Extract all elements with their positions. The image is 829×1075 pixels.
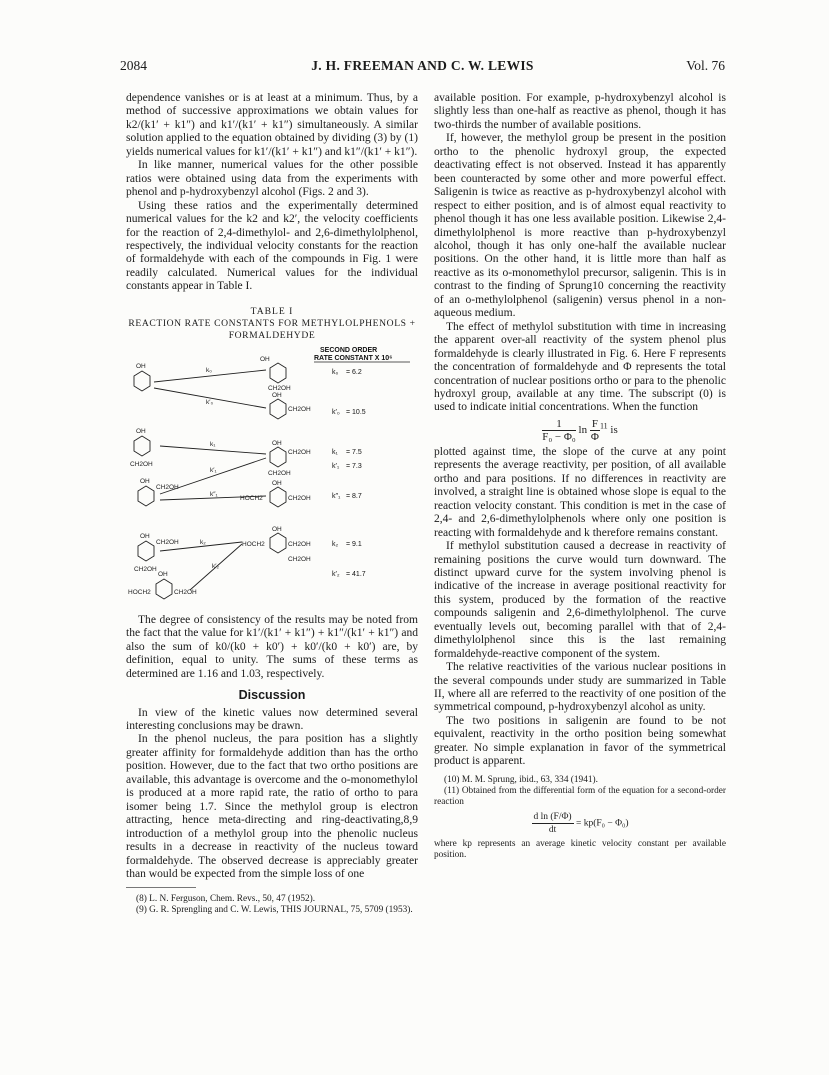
rate-value: = 10.5: [346, 408, 366, 416]
substituent-label: CH2OH: [130, 460, 153, 468]
benzene-ring: [138, 541, 154, 561]
rate-label: k₁: [332, 448, 338, 456]
table-caption: TABLE I: [250, 305, 294, 317]
paragraph: dependence vanishes or is at least at a minimum. Thus, by a method of successive approximations we obtain values for k2/(k1′ + k1″) and k1′/(k1′ + k1″) simultaneously. A similar solution applied to the equation obtained by dividing (3) by (1) yields numerical values for k1′/(k1′ + k1″) and k1″/(k1′ + k1″).: [126, 92, 418, 158]
rate-label: k′₀: [332, 408, 340, 416]
benzene-ring: [270, 533, 286, 553]
rate-value: = 7.5: [346, 448, 362, 456]
benzene-ring: [138, 486, 154, 506]
paragraph: In view of the kinetic values now determined several interesting conclusions may be drawn.: [126, 706, 418, 732]
paragraph: The effect of methylol substitution with time in increasing the apparent over-all reactivity of the system phenol plus formaldehyde is clearly illustrated in Fig. 6. Here F represents the concentration of formaldehyde and Φ represents the total concentration of nuclear positions ortho or para to the phenolic hydroxyl group, available at any time. The subscript (0) is used to indicate initial concentrations. When the function: [434, 320, 726, 414]
benzene-ring: [134, 436, 150, 456]
substituent-label: CH2OH: [174, 588, 197, 596]
arrow-label: k′₁: [210, 466, 217, 474]
rate-label: k₀: [332, 368, 339, 376]
substituent-label: OH: [272, 439, 282, 447]
substituent-label: CH2OH: [288, 540, 311, 548]
equation-tail: is: [610, 423, 618, 436]
rate-value: = 41.7: [346, 570, 366, 578]
paragraph: In like manner, numerical values for the other possible ratios were obtained using data from the experiments with phenol and p-hydroxybenzyl alcohol (Figs. 2 and 3).: [126, 159, 418, 199]
footnote: (10) M. M. Sprung, ibid., 63, 334 (1941).: [444, 774, 598, 785]
rate-label: k′₂: [332, 570, 340, 578]
paragraph: The relative reactivities of the various nuclear positions in the several compounds under study are summarized in Table II, where all are referred to the reactivity of one position of the symmetrical compound, p-hydroxybenzyl alcohol as unity.: [434, 661, 726, 714]
footnote: (9) G. R. Sprengling and C. W. Lewis, THIS JOURNAL, 75, 5709 (1953).: [136, 905, 413, 916]
benzene-ring: [270, 399, 286, 419]
arrow-label: k″₁: [210, 490, 218, 498]
substituent-label: HOCH2: [128, 588, 151, 596]
rate-value: = 8.7: [346, 492, 362, 500]
page-number: 2084: [120, 58, 147, 73]
substituent-label: CH2OH: [288, 494, 311, 502]
substituent-label: CH2OH: [288, 448, 311, 456]
substituent-label: CH2OH: [268, 384, 291, 392]
footnote-equation: $\frac{\text{d ln (F/Φ)}}{dt}$ = kp(F₀ − Φ₀): [533, 811, 629, 835]
substituent-label: OH: [136, 362, 146, 370]
paragraph: If methylol substitution caused a decrease in reactivity of remaining positions the curve would turn downward. The distinct upward curve for the system involving phenol is indicative of the increase in average positional reactivity for this system, produced by the formation of the reactive compounds saligenin and 2,6-dimethylolphenol. The curve eventually levels out, becoming parallel with that of 2,4-dimethylolphenol since this is the last remaining formaldehyde-reactive component of the system.: [434, 540, 726, 660]
running-header: [120, 58, 725, 78]
volume-label: Vol. 76: [686, 58, 725, 73]
section-heading: Discussion: [238, 688, 306, 703]
footnote-continuation: where kp represents an average kinetic velocity constant per available position.: [434, 838, 726, 860]
rate-value: = 9.1: [346, 540, 362, 548]
column-header: SECOND ORDER: [320, 346, 378, 354]
paragraph: In the phenol nucleus, the para position has a slightly greater affinity for formaldehyde addition than has the ortho position. However, due to the fact that two ortho positions are available, this advantage is overcome and the o-monomethylol is produced at a more rapid rate, the ratio of ortho to para isomer being 1.7. Since the methylol group is electron attracting, hence meta-directing and ring-deactivating,8,9 introduction of a methylol group into the phenolic nucleus results in a decrease in reactivity of the nucleus toward formaldehyde. The observed decrease is appreciably greater than would be expected from the simple loss of one: [126, 733, 418, 880]
substituent-label: OH: [272, 391, 282, 399]
substituent-label: HOCH2: [240, 494, 263, 502]
left-column: [126, 92, 418, 916]
column-header: RATE CONSTANT X 10⁶: [314, 354, 393, 362]
substituent-label: CH2OH: [288, 405, 311, 413]
rate-value: = 7.3: [346, 462, 362, 470]
footnote-rule: [126, 887, 196, 888]
table-title: REACTION RATE CONSTANTS FOR METHYLOLPHENOLS +: [128, 317, 416, 329]
right-column: [434, 92, 726, 861]
arrow-label: k₁: [210, 440, 216, 448]
footnote: (11) Obtained from the differential form of the equation for a second-order reaction: [434, 785, 726, 807]
function-equation: [434, 418, 726, 444]
arrow-label: k′₀: [206, 398, 214, 406]
paragraph: available position. For example, p-hydroxybenzyl alcohol is slightly less than one-half as reactive as phenol, though it has two-thirds the number of available positions.: [434, 92, 726, 131]
substituent-label: CH2OH: [156, 483, 179, 491]
substituent-label: OH: [158, 570, 168, 578]
reaction-scheme-table: [120, 346, 420, 608]
paragraph: The two positions in saligenin are found to be not equivalent, reactivity in the ortho position being somewhat greater. No simple explanation in favor of the symmetrical product is apparent.: [434, 714, 726, 768]
substituent-label: OH: [260, 355, 270, 363]
table-title-cont: FORMALDEHYDE: [228, 329, 316, 341]
benzene-ring: [270, 487, 286, 507]
substituent-label: CH2OH: [156, 538, 179, 546]
arrow-label: k₂: [200, 538, 206, 546]
fraction: $\frac{F}{\Phi}$: [590, 417, 599, 443]
substituent-label: OH: [140, 532, 150, 540]
arrow-label: k′₂: [212, 562, 219, 570]
paragraph: Using these ratios and the experimentally determined numerical values for the k2 and k2′, the velocity coefficients for the reaction of 2,4-dimethylol- and 2,6-dimethylolphenol, respectively, the individual velocity constants for the reaction of formaldehyde with each of the compounds in Fig. 1 were readily calculated. Numerical values for the individual constants appear in Table I.: [126, 199, 418, 293]
rate-label: k′₁: [332, 462, 340, 470]
substituent-label: OH: [136, 427, 146, 435]
substituent-label: OH: [140, 477, 150, 485]
substituent-label: HOCH2: [242, 540, 265, 548]
arrow-label: k₀: [206, 366, 212, 374]
benzene-ring: [270, 363, 286, 383]
benzene-ring: [134, 371, 150, 391]
footnotes: [126, 894, 418, 916]
substituent-label: CH2OH: [134, 565, 157, 573]
footnotes: [434, 775, 726, 861]
running-title: J. H. FREEMAN AND C. W. LEWIS: [311, 58, 534, 73]
benzene-ring: [156, 579, 172, 599]
benzene-ring: [270, 447, 286, 467]
substituent-label: CH2OH: [288, 555, 311, 563]
rate-label: k₂: [332, 540, 339, 548]
rate-label: k″₁: [332, 492, 341, 500]
footnote: (8) L. N. Ferguson, Chem. Revs., 50, 47 (1952).: [136, 894, 316, 905]
reference-mark: 11: [599, 421, 608, 431]
paragraph: The degree of consistency of the results may be noted from the fact that the value for k1′/(k1′ + k1″) + k1″/(k1′ + k1″) and also the sum of k0/(k0 + k0′) + k0′/(k0 + k0′) are, by definition, equal to unity. The sums of these terms as determined are 1.16 and 1.03, respectively.: [126, 613, 418, 680]
paragraph: If, however, the methylol group be present in the position ortho to the phenolic hydroxyl group, the expected deactivating effect is not observed. Instead it has apparently been counteracted by some other and more powerful effect. Saligenin is twice as reactive as p-hydroxybenzyl alcohol with respect to either position, and is of almost equal reactivity to phenol though it has one less available position. Likewise 2,4-dimethylolphenol is more reactive than p-hydroxybenzyl alcohol, though it has only one-half the available nuclear positions. On the other hand, it is little more than half as reactive as its o-monomethylol precursor, saligenin. This is in contrast to the finding of Sprung10 concerning the reactivity of an o-methylolphenol (saligenin) versus phenol in a non-aqueous medium.: [434, 132, 726, 320]
substituent-label: OH: [272, 479, 282, 487]
rate-value: = 6.2: [346, 368, 362, 376]
fraction: $\frac{1}{\text{F₀ − Φ₀}}$: [542, 417, 576, 443]
ln-operator: ln: [578, 423, 588, 436]
paragraph: plotted against time, the slope of the curve at any point represents the average reactivity, per position, of all available ortho and para positions. If no differences in reactivity are involved, a straight line is obtained whose slope is equal to the reaction velocity constant. This condition is met in the case of 2,4- and 2,6-dimethylolphenols where only one position is reacting with formaldehyde and k therefore remains constant.: [434, 445, 726, 539]
substituent-label: CH2OH: [268, 469, 291, 477]
substituent-label: OH: [272, 525, 282, 533]
